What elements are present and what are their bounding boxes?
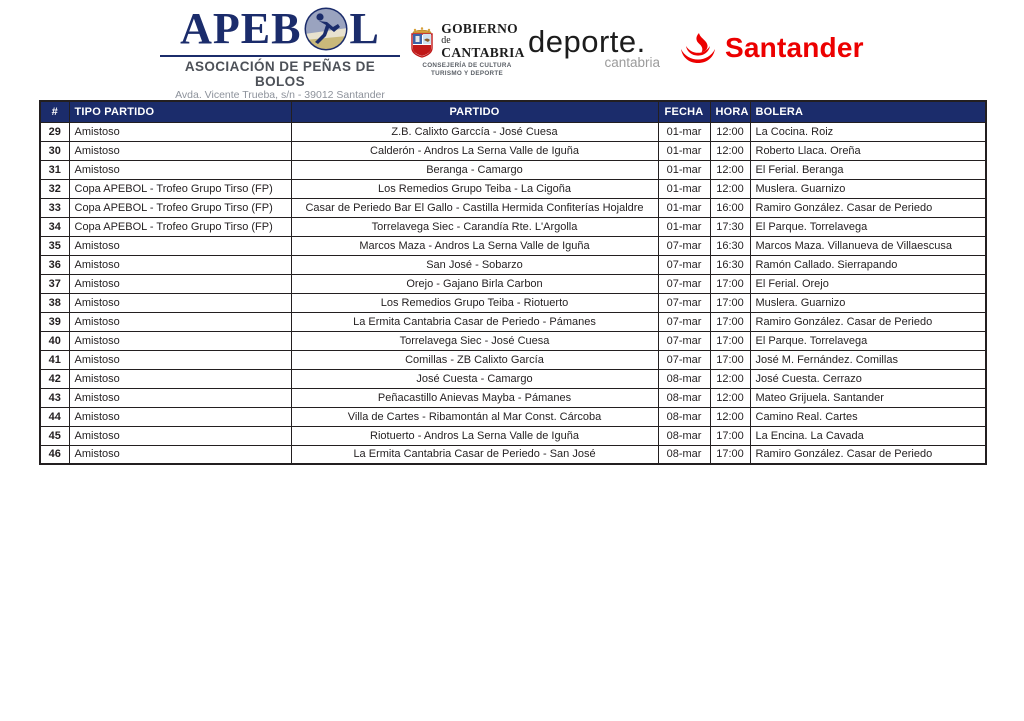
- cell-bolera: La Encina. La Cavada: [750, 426, 986, 445]
- table-row: [40, 141, 986, 160]
- table-row: [40, 179, 986, 198]
- deporte-wordmark: deporte.: [528, 24, 646, 59]
- cell-bolera: Marcos Maza. Villanueva de Villaescusa: [750, 236, 986, 255]
- header-row: [40, 101, 986, 122]
- table-row: [40, 198, 986, 217]
- cell-partido: Calderón - Andros La Serna Valle de Iguña: [291, 141, 658, 160]
- santander-logo-block: [680, 32, 864, 64]
- cell-partido: Los Remedios Grupo Teiba - Riotuerto: [291, 293, 658, 312]
- cell-match-number: 31: [40, 160, 69, 179]
- cell-bolera: Ramón Callado. Sierrapando: [750, 255, 986, 274]
- cell-tipo-partido: Amistoso: [69, 122, 291, 141]
- cell-bolera: Muslera. Guarnizo: [750, 179, 986, 198]
- cell-partido: Casar de Periedo Bar El Gallo - Castilla Hermida Confiterías Hojaldre: [291, 198, 658, 217]
- cell-tipo-partido: Amistoso: [69, 255, 291, 274]
- table-row: [40, 293, 986, 312]
- cell-partido: Los Remedios Grupo Teiba - La Cigoña: [291, 179, 658, 198]
- cell-match-number: 42: [40, 369, 69, 388]
- cell-match-number: 33: [40, 198, 69, 217]
- cell-hora: 16:30: [710, 255, 750, 274]
- column-header-tipo-partido: TIPO PARTIDO: [69, 101, 291, 122]
- cell-hora: 12:00: [710, 388, 750, 407]
- cell-fecha: 07-mar: [658, 350, 710, 369]
- cell-tipo-partido: Amistoso: [69, 274, 291, 293]
- cell-partido: Torrelavega Siec - Carandía Rte. L'Argolla: [291, 217, 658, 236]
- cell-fecha: 01-mar: [658, 179, 710, 198]
- cell-hora: 17:00: [710, 274, 750, 293]
- cell-hora: 12:00: [710, 122, 750, 141]
- cell-bolera: El Ferial. Orejo: [750, 274, 986, 293]
- cell-tipo-partido: Copa APEBOL - Trofeo Grupo Tirso (FP): [69, 179, 291, 198]
- apebol-logo-text-left: APEB: [180, 4, 302, 53]
- cell-tipo-partido: Copa APEBOL - Trofeo Grupo Tirso (FP): [69, 217, 291, 236]
- table-row: [40, 445, 986, 464]
- cell-tipo-partido: Amistoso: [69, 369, 291, 388]
- cell-fecha: 01-mar: [658, 198, 710, 217]
- column-header-bolera: BOLERA: [750, 101, 986, 122]
- cell-partido: Orejo - Gajano Birla Carbon: [291, 274, 658, 293]
- cell-fecha: 08-mar: [658, 388, 710, 407]
- cell-hora: 17:00: [710, 426, 750, 445]
- cell-hora: 17:00: [710, 312, 750, 331]
- table-row: [40, 160, 986, 179]
- cell-fecha: 07-mar: [658, 236, 710, 255]
- table-row: [40, 274, 986, 293]
- cell-hora: 12:00: [710, 160, 750, 179]
- table-row: [40, 255, 986, 274]
- table-row: [40, 217, 986, 236]
- gobierno-subtitle: [422, 62, 511, 78]
- cell-fecha: 01-mar: [658, 217, 710, 236]
- cell-hora: 16:30: [710, 236, 750, 255]
- gobierno-logo-row: [409, 22, 524, 60]
- cell-tipo-partido: Copa APEBOL - Trofeo Grupo Tirso (FP): [69, 198, 291, 217]
- cell-match-number: 44: [40, 407, 69, 426]
- cell-tipo-partido: Amistoso: [69, 350, 291, 369]
- cell-hora: 12:00: [710, 141, 750, 160]
- cell-fecha: 07-mar: [658, 312, 710, 331]
- cell-match-number: 34: [40, 217, 69, 236]
- cell-partido: Comillas - ZB Calixto García: [291, 350, 658, 369]
- cell-fecha: 01-mar: [658, 122, 710, 141]
- gobierno-wordmark: [441, 22, 524, 60]
- column-header-fecha: FECHA: [658, 101, 710, 122]
- cell-tipo-partido: Amistoso: [69, 236, 291, 255]
- cell-bolera: Camino Real. Cartes: [750, 407, 986, 426]
- cell-partido: Z.B. Calixto Garccía - José Cuesa: [291, 122, 658, 141]
- cell-match-number: 43: [40, 388, 69, 407]
- cell-bolera: Ramiro González. Casar de Periedo: [750, 445, 986, 464]
- cell-partido: Beranga - Camargo: [291, 160, 658, 179]
- cell-bolera: Ramiro González. Casar de Periedo: [750, 312, 986, 331]
- apebol-logo-block: [158, 6, 402, 115]
- cell-bolera: El Parque. Torrelavega: [750, 217, 986, 236]
- santander-wordmark: Santander: [725, 32, 864, 63]
- table-row: [40, 236, 986, 255]
- cell-match-number: 32: [40, 179, 69, 198]
- cell-tipo-partido: Amistoso: [69, 407, 291, 426]
- cell-bolera: José Cuesta. Cerrazo: [750, 369, 986, 388]
- apebol-address: Avda. Vicente Trueba, s/n - 39012 Santander: [175, 89, 385, 101]
- cell-match-number: 45: [40, 426, 69, 445]
- cell-tipo-partido: Amistoso: [69, 426, 291, 445]
- cell-match-number: 46: [40, 445, 69, 464]
- cell-tipo-partido: Amistoso: [69, 160, 291, 179]
- cell-match-number: 36: [40, 255, 69, 274]
- santander-flame-icon: [680, 32, 716, 64]
- column-header-num: #: [40, 101, 69, 122]
- bowler-ball-icon: [303, 6, 349, 52]
- cell-partido: Villa de Cartes - Ribamontán al Mar Const. Cárcoba: [291, 407, 658, 426]
- table-row: [40, 350, 986, 369]
- cell-tipo-partido: Amistoso: [69, 331, 291, 350]
- column-header-hora: HORA: [710, 101, 750, 122]
- cell-bolera: Ramiro González. Casar de Periedo: [750, 198, 986, 217]
- cell-hora: 17:00: [710, 350, 750, 369]
- cell-partido: La Ermita Cantabria Casar de Periedo - Pámanes: [291, 312, 658, 331]
- cell-fecha: 08-mar: [658, 407, 710, 426]
- cell-tipo-partido: Amistoso: [69, 445, 291, 464]
- cell-hora: 12:00: [710, 369, 750, 388]
- schedule-table-body: [40, 122, 986, 464]
- cell-hora: 17:00: [710, 293, 750, 312]
- table-row: [40, 407, 986, 426]
- cell-tipo-partido: Amistoso: [69, 312, 291, 331]
- gobierno-subtitle-line1: CONSEJERÍA DE CULTURA: [422, 61, 512, 69]
- cell-tipo-partido: Amistoso: [69, 293, 291, 312]
- cell-partido: Riotuerto - Andros La Serna Valle de Iguña: [291, 426, 658, 445]
- cell-fecha: 07-mar: [658, 255, 710, 274]
- cell-fecha: 01-mar: [658, 141, 710, 160]
- cell-partido: José Cuesta - Camargo: [291, 369, 658, 388]
- cell-fecha: 07-mar: [658, 331, 710, 350]
- cell-partido: Marcos Maza - Andros La Serna Valle de Iguña: [291, 236, 658, 255]
- deporte-cantabria-logo-block: [528, 26, 668, 70]
- cell-bolera: José M. Fernández. Comillas: [750, 350, 986, 369]
- table-row: [40, 388, 986, 407]
- cell-tipo-partido: Amistoso: [69, 388, 291, 407]
- apebol-logo-text-right: L: [349, 4, 380, 53]
- apebol-logo: [158, 6, 402, 52]
- apebol-divider: [160, 55, 400, 57]
- cell-match-number: 39: [40, 312, 69, 331]
- cell-fecha: 07-mar: [658, 293, 710, 312]
- gobierno-subtitle-line2: TURISMO Y DEPORTE: [430, 69, 504, 77]
- schedule-table-header: [40, 101, 986, 122]
- cell-fecha: 08-mar: [658, 445, 710, 464]
- cell-fecha: 08-mar: [658, 369, 710, 388]
- table-row: [40, 369, 986, 388]
- gobierno-line3: CANTABRIA: [441, 44, 525, 60]
- cell-hora: 17:30: [710, 217, 750, 236]
- table-row: [40, 312, 986, 331]
- cell-hora: 17:00: [710, 445, 750, 464]
- gobierno-line2: de: [441, 34, 451, 46]
- cell-match-number: 35: [40, 236, 69, 255]
- cell-hora: 17:00: [710, 331, 750, 350]
- table-row: [40, 426, 986, 445]
- cell-fecha: 08-mar: [658, 426, 710, 445]
- cell-match-number: 40: [40, 331, 69, 350]
- cell-bolera: Roberto Llaca. Oreña: [750, 141, 986, 160]
- cell-tipo-partido: Amistoso: [69, 141, 291, 160]
- cell-partido: San José - Sobarzo: [291, 255, 658, 274]
- gobierno-cantabria-logo-block: [406, 22, 528, 77]
- cell-match-number: 37: [40, 274, 69, 293]
- gobierno-line1: GOBIERNO: [441, 21, 518, 36]
- cell-match-number: 41: [40, 350, 69, 369]
- schedule-table: [39, 100, 987, 465]
- cell-bolera: Mateo Grijuela. Santander: [750, 388, 986, 407]
- apebol-association-name: ASOCIACIÓN DE PEÑAS DE BOLOS: [184, 59, 376, 89]
- cell-bolera: El Ferial. Beranga: [750, 160, 986, 179]
- cell-match-number: 38: [40, 293, 69, 312]
- cell-hora: 12:00: [710, 179, 750, 198]
- cell-hora: 12:00: [710, 407, 750, 426]
- cantabria-shield-icon: [409, 24, 435, 58]
- cell-partido: Torrelavega Siec - José Cuesa: [291, 331, 658, 350]
- column-header-partido: PARTIDO: [291, 101, 658, 122]
- cell-match-number: 30: [40, 141, 69, 160]
- cell-bolera: La Cocina. Roiz: [750, 122, 986, 141]
- cell-fecha: 01-mar: [658, 160, 710, 179]
- cell-bolera: El Parque. Torrelavega: [750, 331, 986, 350]
- table-row: [40, 331, 986, 350]
- cell-match-number: 29: [40, 122, 69, 141]
- deporte-sub-wordmark: cantabria: [604, 55, 660, 70]
- cell-bolera: Muslera. Guarnizo: [750, 293, 986, 312]
- table-row: [40, 122, 986, 141]
- cell-hora: 16:00: [710, 198, 750, 217]
- cell-partido: La Ermita Cantabria Casar de Periedo - San José: [291, 445, 658, 464]
- cell-partido: Peñacastillo Anievas Mayba - Pámanes: [291, 388, 658, 407]
- cell-fecha: 07-mar: [658, 274, 710, 293]
